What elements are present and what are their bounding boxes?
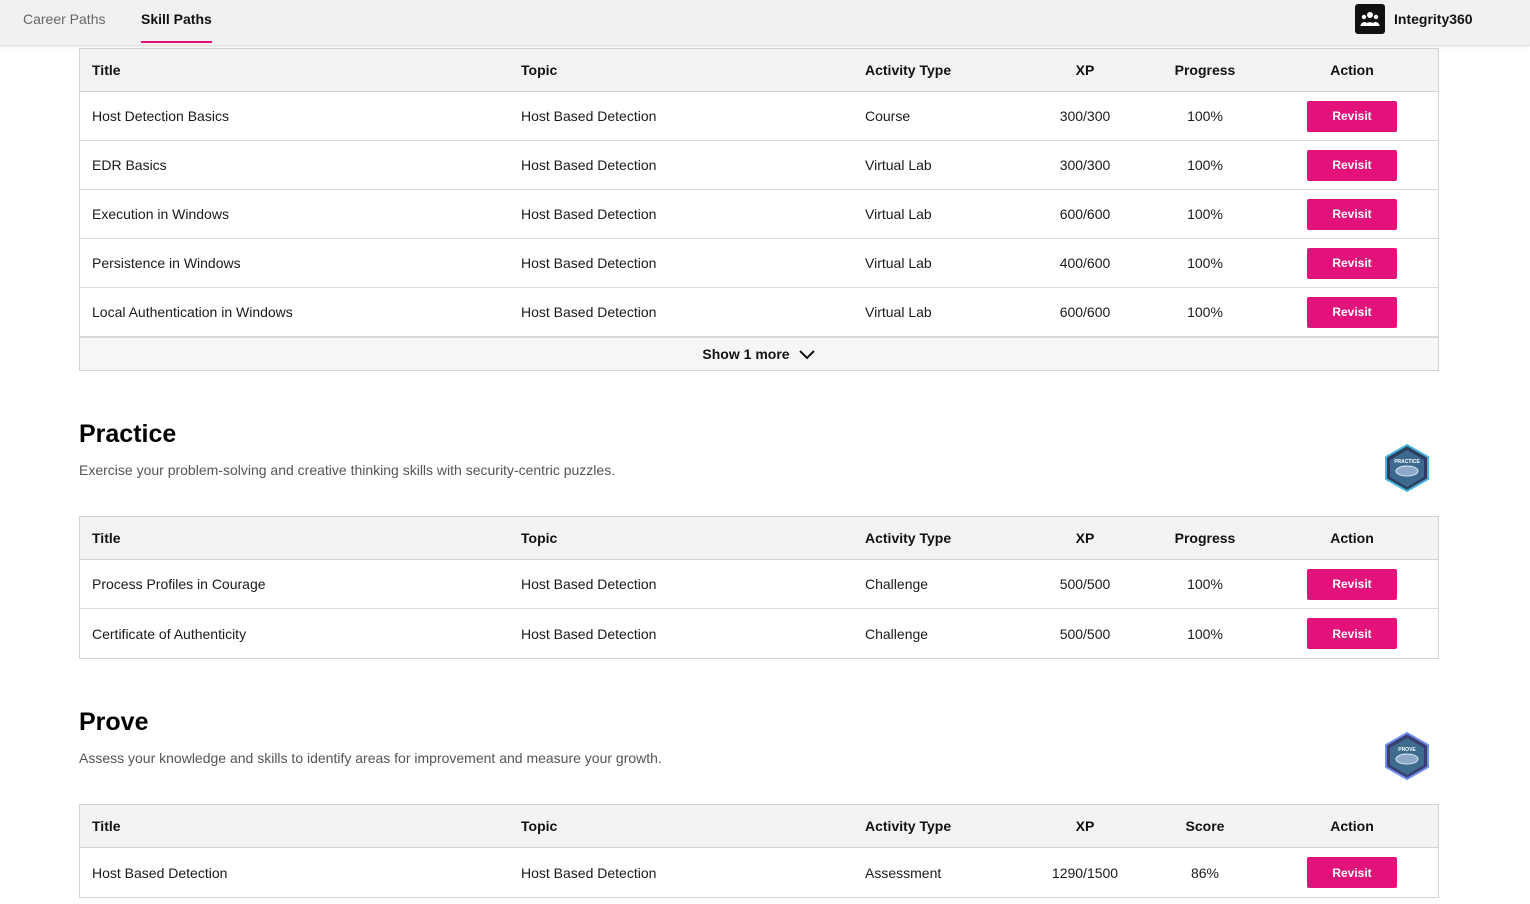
table-header xyxy=(80,517,1438,560)
row-type: Virtual Lab xyxy=(865,157,932,173)
row-topic: Host Based Detection xyxy=(521,255,657,271)
prove-badge-text: PROVE xyxy=(1398,747,1416,753)
col-xp-header: XP xyxy=(1075,818,1095,834)
row-progress: 100% xyxy=(1187,625,1223,642)
row-topic: Host Based Detection xyxy=(521,157,657,173)
active-tab-indicator xyxy=(141,41,212,43)
row-xp: 300/300 xyxy=(1059,157,1111,173)
row-action xyxy=(1292,288,1412,336)
row-topic: Host Based Detection xyxy=(521,625,657,642)
row-title: Execution in Windows xyxy=(92,206,229,222)
revisit-button[interactable]: Revisit xyxy=(1307,248,1397,279)
row-progress: 100% xyxy=(1187,108,1223,124)
row-action xyxy=(1292,609,1412,658)
row-topic: Host Based Detection xyxy=(521,864,657,881)
col-type-header: Activity Type xyxy=(865,818,952,834)
revisit-button[interactable]: Revisit xyxy=(1307,618,1397,649)
row-score: 86% xyxy=(1190,864,1220,881)
row-type: Assessment xyxy=(865,864,942,881)
prove-section-title: Prove xyxy=(79,708,149,736)
table-row xyxy=(80,141,1438,190)
revisit-button[interactable]: Revisit xyxy=(1307,297,1397,328)
row-type: Challenge xyxy=(865,625,929,642)
revisit-button[interactable]: Revisit xyxy=(1307,150,1397,181)
col-topic-header: Topic xyxy=(521,818,558,834)
row-topic: Host Based Detection xyxy=(521,576,657,592)
row-action xyxy=(1292,92,1412,140)
row-progress: 100% xyxy=(1187,157,1223,173)
row-xp: 600/600 xyxy=(1059,206,1111,222)
row-title: Persistence in Windows xyxy=(92,255,241,271)
practice-section-title: Practice xyxy=(79,420,177,448)
prove-badge-icon xyxy=(1384,732,1430,780)
table-row xyxy=(80,609,1438,658)
row-progress: 100% xyxy=(1187,576,1223,592)
col-title-header: Title xyxy=(92,818,121,834)
row-type: Course xyxy=(865,108,911,124)
row-title: Local Authentication in Windows xyxy=(92,304,293,320)
table-row xyxy=(80,848,1438,897)
revisit-button[interactable]: Revisit xyxy=(1307,857,1397,888)
table-row xyxy=(80,190,1438,239)
table-row xyxy=(80,288,1438,337)
col-xp-header: XP xyxy=(1075,530,1095,546)
brand[interactable] xyxy=(1355,4,1473,34)
show-more-label: Show 1 more xyxy=(702,346,790,362)
row-topic: Host Based Detection xyxy=(521,206,657,222)
chevron-down-icon xyxy=(798,348,816,360)
col-topic-header: Topic xyxy=(521,530,558,546)
row-action xyxy=(1292,141,1412,189)
row-type: Challenge xyxy=(865,576,929,592)
col-type-header: Activity Type xyxy=(865,62,952,78)
col-action-header: Action xyxy=(1330,818,1374,834)
row-type: Virtual Lab xyxy=(865,255,932,271)
row-type: Virtual Lab xyxy=(865,304,932,320)
revisit-button[interactable]: Revisit xyxy=(1307,569,1397,600)
row-xp: 1290/1500 xyxy=(1051,864,1119,881)
row-xp: 300/300 xyxy=(1059,108,1111,124)
prove-section-description: Assess your knowledge and skills to identify areas for improvement and measure your growth. xyxy=(79,750,662,766)
tab-skill-paths-label: Skill Paths xyxy=(141,11,212,27)
table-row xyxy=(80,92,1438,141)
col-score-header: Score xyxy=(1185,818,1225,834)
col-title-header: Title xyxy=(92,530,121,546)
col-type-header: Activity Type xyxy=(865,530,952,546)
col-progress-header: Progress xyxy=(1174,530,1236,546)
brand-name: Integrity360 xyxy=(1394,11,1473,27)
row-xp: 600/600 xyxy=(1059,304,1111,320)
col-topic-header: Topic xyxy=(521,62,558,78)
practice-badge-text: PRACTICE xyxy=(1394,459,1420,465)
show-more-button[interactable] xyxy=(80,337,1438,370)
row-action xyxy=(1292,848,1412,897)
row-title: EDR Basics xyxy=(92,157,167,173)
col-action-header: Action xyxy=(1330,62,1374,78)
row-title: Certificate of Authenticity xyxy=(92,625,247,642)
row-title: Process Profiles in Courage xyxy=(92,576,266,592)
col-title-header: Title xyxy=(92,62,121,78)
revisit-button[interactable]: Revisit xyxy=(1307,101,1397,132)
row-progress: 100% xyxy=(1187,304,1223,320)
row-topic: Host Based Detection xyxy=(521,108,657,124)
row-action xyxy=(1292,190,1412,238)
row-title: Host Based Detection xyxy=(92,864,228,881)
col-xp-header: XP xyxy=(1075,62,1095,78)
row-xp: 500/500 xyxy=(1059,625,1111,642)
row-xp: 500/500 xyxy=(1059,576,1111,592)
row-xp: 400/600 xyxy=(1059,255,1111,271)
row-progress: 100% xyxy=(1187,255,1223,271)
col-progress-header: Progress xyxy=(1174,62,1236,78)
team-icon xyxy=(1355,4,1385,34)
table-row xyxy=(80,239,1438,288)
prove-table xyxy=(79,804,1439,898)
row-type: Virtual Lab xyxy=(865,206,932,222)
row-title: Host Detection Basics xyxy=(92,108,229,124)
col-action-header: Action xyxy=(1330,530,1374,546)
row-action xyxy=(1292,560,1412,608)
practice-badge-icon xyxy=(1384,444,1430,492)
tab-skill-paths[interactable] xyxy=(141,0,212,43)
row-action xyxy=(1292,239,1412,287)
practice-section-description: Exercise your problem-solving and creative thinking skills with security-centric puzzles. xyxy=(79,462,616,478)
table-row xyxy=(80,560,1438,609)
top-nav-bar xyxy=(0,0,1530,46)
table-header xyxy=(80,49,1438,92)
practice-table xyxy=(79,516,1439,659)
tab-career-paths[interactable]: Career Paths xyxy=(23,11,106,27)
revisit-button[interactable]: Revisit xyxy=(1307,199,1397,230)
row-topic: Host Based Detection xyxy=(521,304,657,320)
learn-table xyxy=(79,48,1439,371)
row-progress: 100% xyxy=(1187,206,1223,222)
table-header xyxy=(80,805,1438,848)
